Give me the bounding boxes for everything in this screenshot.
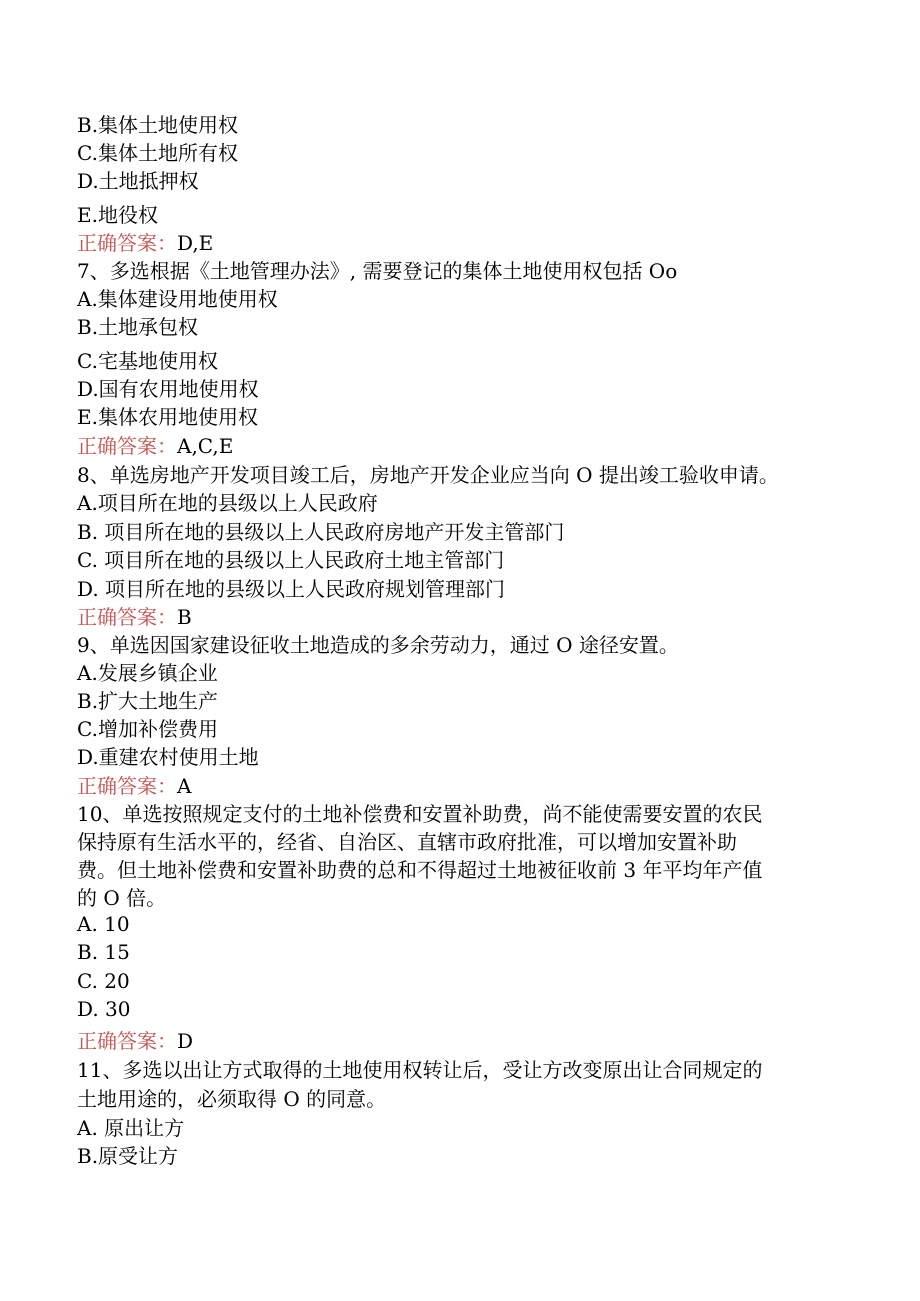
- q9-stem: 9、单选因国家建设征收土地造成的多余劳动力，通过 O 途径安置。: [77, 633, 679, 657]
- q6-option-b: B.集体土地使用权: [77, 113, 239, 137]
- q10-option-c: C. 20: [77, 969, 130, 993]
- q10-answer: [77, 1029, 193, 1053]
- q7-option-d: D.国有农用地使用权: [77, 377, 259, 401]
- q6-answer: [77, 231, 213, 255]
- q11-option-a: A. 原出让方: [77, 1116, 185, 1140]
- q10-stem-line-2: 保持原有生活水平的，经省、自治区、直辖市政府批准，可以增加安置补助: [77, 830, 737, 854]
- q7-option-c: C.宅基地使用权: [77, 349, 218, 373]
- q6-option-c: C.集体土地所有权: [77, 141, 238, 165]
- q11-stem-line-2: 土地用途的，必须取得 O 的同意。: [77, 1087, 387, 1111]
- answer-label: 正确答案：: [77, 1029, 177, 1053]
- q9-option-a: A.发展乡镇企业: [77, 661, 218, 685]
- q8-option-d: D. 项目所在地的县级以上人民政府规划管理部门: [77, 577, 506, 601]
- q6-option-d: D.土地抵押权: [77, 169, 199, 193]
- q10-option-b: B. 15: [77, 940, 130, 964]
- q8-option-c: C. 项目所在地的县级以上人民政府土地主管部门: [77, 548, 505, 572]
- q11-stem-line-1: 11、多选以出让方式取得的土地使用权转让后，受让方改变原出让合同规定的: [77, 1058, 763, 1082]
- q7-option-b: B.土地承包权: [77, 315, 199, 339]
- q10-stem-line-4: 的 O 倍。: [77, 886, 167, 910]
- q11-option-b: B.原受让方: [77, 1144, 179, 1168]
- q7-option-a: A.集体建设用地使用权: [77, 287, 278, 311]
- q9-answer: [77, 774, 191, 798]
- q9-option-d: D.重建农村使用土地: [77, 745, 259, 769]
- q10-option-d: D. 30: [77, 997, 131, 1021]
- q10-option-a: A. 10: [77, 912, 130, 936]
- q8-option-a: A.项目所在地的县级以上人民政府: [77, 491, 378, 515]
- answer-label: 正确答案：: [77, 231, 177, 255]
- answer-value: D: [177, 1029, 194, 1053]
- q8-option-b: B. 项目所在地的县级以上人民政府房地产开发主管部门: [77, 520, 565, 544]
- answer-label: 正确答案：: [77, 774, 177, 798]
- q7-option-e: E.集体农用地使用权: [77, 405, 258, 429]
- q9-option-c: C.增加补偿费用: [77, 717, 218, 741]
- q9-option-b: B.扩大土地生产: [77, 689, 219, 713]
- q10-stem-line-3: 费。但土地补偿费和安置补助费的总和不得超过土地被征收前 3 年平均年产值: [77, 858, 763, 882]
- answer-value: B: [177, 605, 192, 629]
- answer-value: A: [177, 774, 192, 798]
- answer-label: 正确答案：: [77, 434, 177, 458]
- answer-value: A,C,E: [177, 434, 234, 458]
- q6-option-e: E.地役权: [77, 203, 158, 227]
- q10-stem-line-1: 10、单选按照规定支付的土地补偿费和安置补助费，尚不能使需要安置的农民: [77, 802, 763, 826]
- q8-answer: [77, 605, 192, 629]
- q7-stem: 7、多选根据《土地管理办法》, 需要登记的集体土地使用权包括 Oo: [77, 259, 678, 283]
- answer-value: D,E: [177, 231, 214, 255]
- q7-answer: [77, 434, 233, 458]
- q8-stem: 8、单选房地产开发项目竣工后，房地产开发企业应当向 O 提出竣工验收申请。: [77, 463, 779, 487]
- answer-label: 正确答案：: [77, 605, 177, 629]
